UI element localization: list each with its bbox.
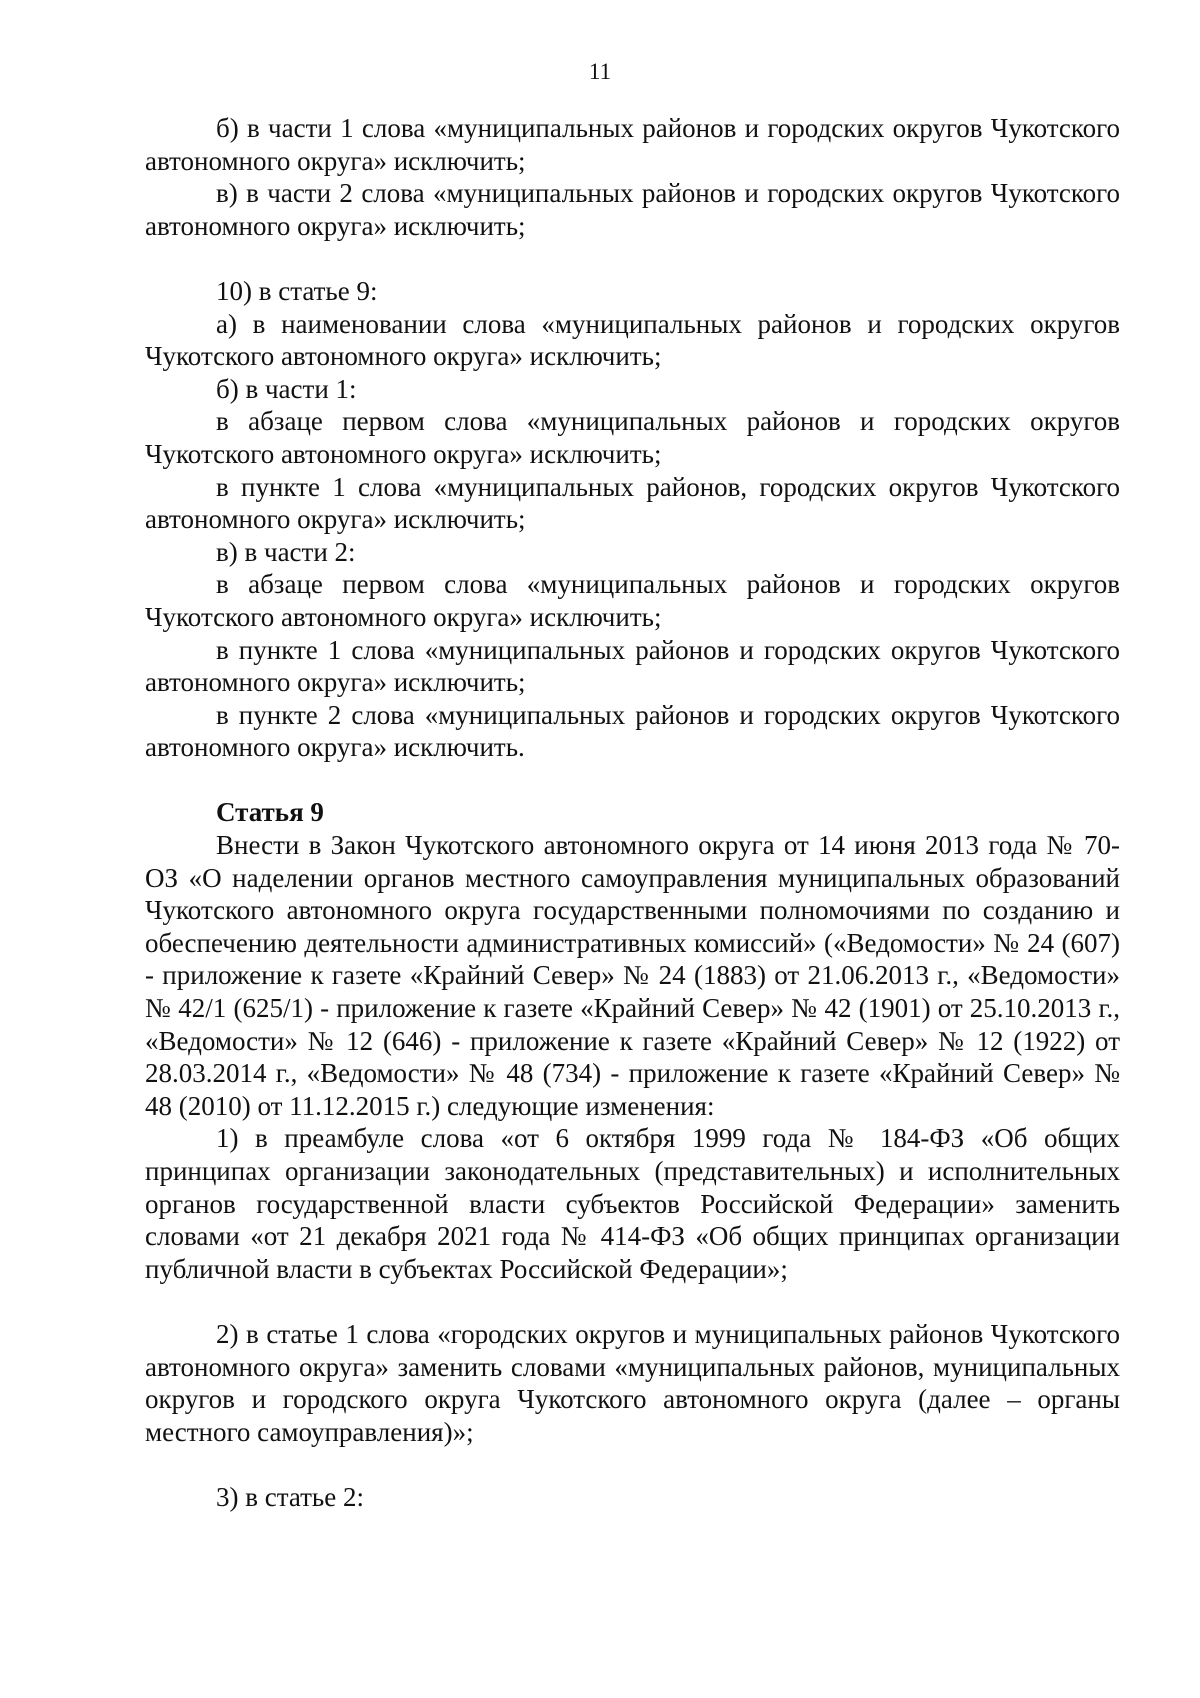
- punkt-1-part1: в пункте 1 слова «муниципальных районов, городских округов Чукотского автономного округа» исключить;: [145, 471, 1120, 535]
- paragraph-gap: [145, 764, 1120, 797]
- punkt-1-part2: в пункте 1 слова «муниципальных районов и городских округов Чукотского автономного округа» исключить;: [145, 634, 1120, 698]
- article-heading: Статья 9: [216, 797, 324, 828]
- paragraph-gap: [145, 1448, 1120, 1481]
- punkt-2-part2: в пункте 2 слова «муниципальных районов и городских округов Чукотского автономного округа» исключить.: [145, 699, 1120, 763]
- page-number: 11: [588, 59, 612, 84]
- list-item-v: в) в части 2 слова «муниципальных районов и городских округов Чукотского автономного округа» исключить;: [145, 178, 1120, 241]
- list-item-b: б) в части 1 слова «муниципальных районов и городских округов Чукотского автономного округа» исключить;: [145, 113, 1120, 176]
- item-10-heading: 10) в статье 9:: [216, 275, 378, 306]
- list-item-v-part2: в) в части 2:: [216, 536, 356, 567]
- abzac-first-part2: в абзаце первом слова «муниципальных районов и городских округов Чукотского автономного округа» исключить;: [145, 569, 1120, 632]
- amendment-3: 3) в статье 2:: [216, 1481, 364, 1512]
- abzac-first-part1: в абзаце первом слова «муниципальных районов и городских округов Чукотского автономного округа» исключить;: [145, 406, 1120, 469]
- paragraph-gap: [145, 242, 1120, 275]
- paragraph-gap: [145, 1285, 1120, 1318]
- list-item-b-part1: б) в части 1:: [216, 373, 357, 404]
- document-body: [145, 112, 1120, 1514]
- amendment-2: 2) в статье 1 слова «городских округов и муниципальных районов Чукотского автономного округа» заменить словами «муниципальных районов, муниципальных округов и городского округа Чукотского автономного округа (далее – органы местного самоуправления)»;: [145, 1318, 1120, 1447]
- amendment-1: 1) в преамбуле слова «от 6 октября 1999 года № 184-ФЗ «Об общих принципах организации законодательных (представительных) и исполнительных органов государственной власти субъектов Российской Федерации» заменить словами «от 21 декабря 2021 года № 414-ФЗ «Об общих принципах организации публичной власти в субъектах Российской Федерации»;: [145, 1123, 1120, 1284]
- list-item-a: а) в наименовании слова «муниципальных районов и городских округов Чукотского автономного округа» исключить;: [145, 308, 1120, 372]
- article-intro: Внести в Закон Чукотского автономного округа от 14 июня 2013 года № 70-ОЗ «О наделении органов местного самоуправления муниципальных образований Чукотского автономного округа государственными полномочиями по созданию и обеспечению деятельности административных комиссий» («Ведомости» № 24 (607) - приложение к газете «Крайний Север» № 24 (1883) от 21.06.2013 г., «Ведомости» № 42/1 (625/1) - приложение к газете «Крайний Север» № 42 (1901) от 25.10.2013 г., «Ведомости» № 12 (646) - приложение к газете «Крайний Север» № 12 (1922) от 28.03.2014 г., «Ведомости» № 48 (734) - приложение к газете «Крайний Север» № 48 (2010) от 11.12.2015 г.) следующие изменения:: [145, 830, 1120, 1121]
